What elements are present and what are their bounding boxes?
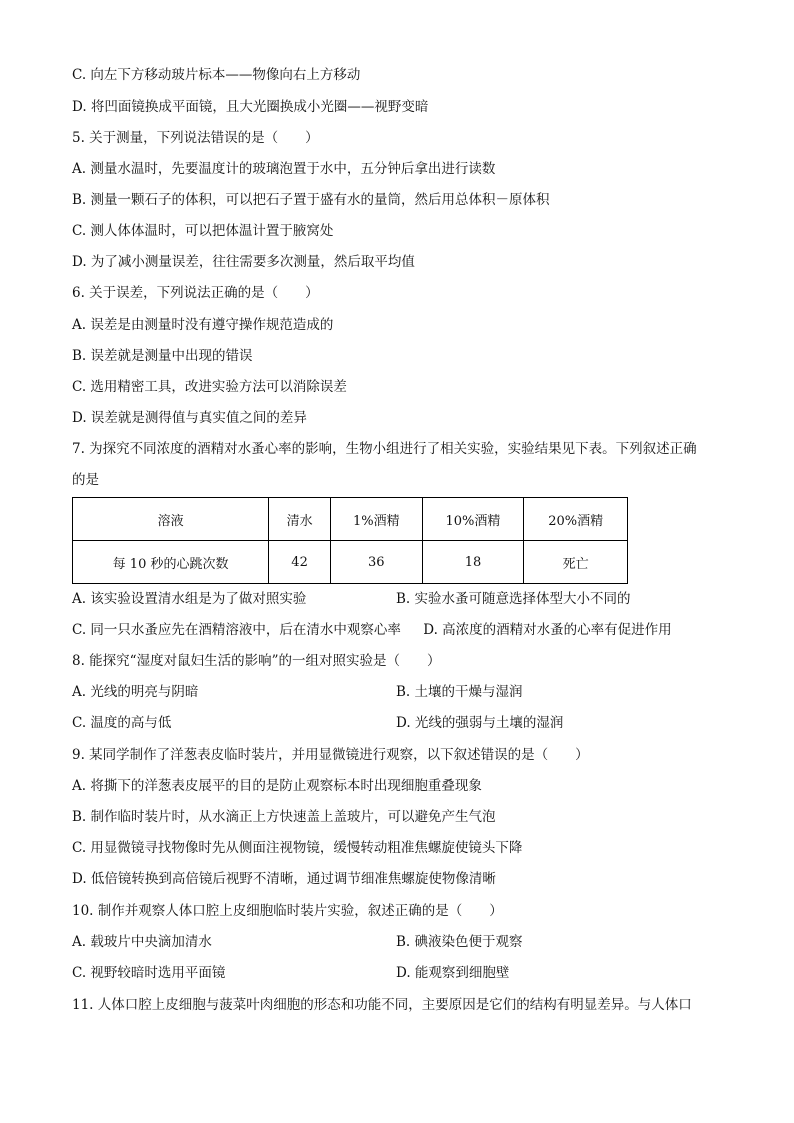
table-header-cell: 溶液 [73, 498, 269, 541]
option-10a: A. 载玻片中央滴加清水 [72, 934, 212, 950]
question-7-line2: 的是 [72, 472, 99, 488]
table-header-cell: 1%酒精 [330, 498, 422, 541]
option-7b: B. 实验水蚤可随意选择体型大小不同的 [396, 591, 631, 607]
option-5c: C. 测人体体温时，可以把体温计置于腋窝处 [72, 223, 334, 239]
question-8: 8. 能探究“湿度对鼠妇生活的影响”的一组对照实验是（ ） [72, 653, 441, 669]
option-8a: A. 光线的明亮与阴暗 [72, 684, 199, 700]
option-6a: A. 误差是由测量时没有遵守操作规范造成的 [72, 317, 334, 333]
table-cell: 每 10 秒的心跳次数 [73, 541, 269, 584]
question-10: 10. 制作并观察人体口腔上皮细胞临时装片实验，叙述正确的是（ ） [72, 903, 503, 919]
option-7c: C. 同一只水蚤应先在酒精溶液中，后在清水中观察心率 [72, 622, 401, 638]
option-6c: C. 选用精密工具，改进实验方法可以消除误差 [72, 379, 347, 395]
options-row-7ab [72, 590, 631, 608]
options-row-10cd [72, 964, 510, 982]
option-9c: C. 用显微镜寻找物像时先从侧面注视物镜，缓慢转动粗准焦螺旋使镜头下降 [72, 840, 523, 856]
option-6b: B. 误差就是测量中出现的错误 [72, 348, 253, 364]
option-10d: D. 能观察到细胞壁 [396, 965, 510, 981]
table-header-cell: 20%酒精 [524, 498, 628, 541]
question-5: 5. 关于测量，下列说法错误的是（ ） [72, 130, 319, 146]
table-header-cell: 清水 [269, 498, 331, 541]
line-q4c: C. 向左下方移动玻片标本——物像向右上方移动 [72, 67, 361, 83]
table-cell: 36 [330, 541, 422, 584]
option-10c: C. 视野较暗时选用平面镜 [72, 965, 226, 981]
options-row-8ab [72, 683, 523, 701]
option-10b: B. 碘液染色便于观察 [396, 934, 523, 950]
option-9a: A. 将撕下的洋葱表皮展平的目的是防止观察标本时出现细胞重叠现象 [72, 778, 482, 794]
option-5a: A. 测量水温时，先要温度计的玻璃泡置于水中，五分钟后拿出进行读数 [72, 161, 496, 177]
option-9d: D. 低倍镜转换到高倍镜后视野不清晰，通过调节细准焦螺旋使物像清晰 [72, 871, 496, 887]
option-7a: A. 该实验设置清水组是为了做对照实验 [72, 591, 307, 607]
table-cell: 42 [269, 541, 331, 584]
option-8b: B. 土壤的干燥与湿润 [396, 684, 523, 700]
table-cell: 18 [422, 541, 524, 584]
table-row [73, 541, 628, 584]
option-8d: D. 光线的强弱与土壤的湿润 [396, 715, 564, 731]
option-5d: D. 为了减小测量误差，往往需要多次测量，然后取平均值 [72, 254, 415, 270]
options-row-8cd [72, 714, 564, 732]
question-6: 6. 关于误差，下列说法正确的是（ ） [72, 285, 319, 301]
table-cell: 死亡 [524, 541, 628, 584]
question-11: 11. 人体口腔上皮细胞与菠菜叶肉细胞的形态和功能不同，主要原因是它们的结构有明显差异。与人体口 [72, 997, 692, 1013]
table-header-cell: 10%酒精 [422, 498, 524, 541]
options-row-10ab [72, 933, 523, 951]
table-header-row [73, 498, 628, 541]
option-7d: D. 高浓度的酒精对水蚤的心率有促进作用 [423, 622, 672, 638]
option-9b: B. 制作临时装片时，从水滴正上方快速盖上盖玻片，可以避免产生气泡 [72, 809, 496, 825]
option-5b: B. 测量一颗石子的体积，可以把石子置于盛有水的量筒，然后用总体积－原体积 [72, 192, 550, 208]
heart-rate-table [72, 497, 628, 584]
line-q4d: D. 将凹面镜换成平面镜，且大光圈换成小光圈——视野变暗 [72, 99, 429, 115]
question-7-line1: 7. 为探究不同浓度的酒精对水蚤心率的影响，生物小组进行了相关实验，实验结果见下表。下列叙述正确 [72, 441, 697, 457]
question-9: 9. 某同学制作了洋葱表皮临时装片，并用显微镜进行观察，以下叙述错误的是（ ） [72, 747, 589, 763]
option-6d: D. 误差就是测得值与真实值之间的差异 [72, 410, 307, 426]
option-8c: C. 温度的高与低 [72, 715, 172, 731]
options-row-7cd [72, 621, 672, 639]
